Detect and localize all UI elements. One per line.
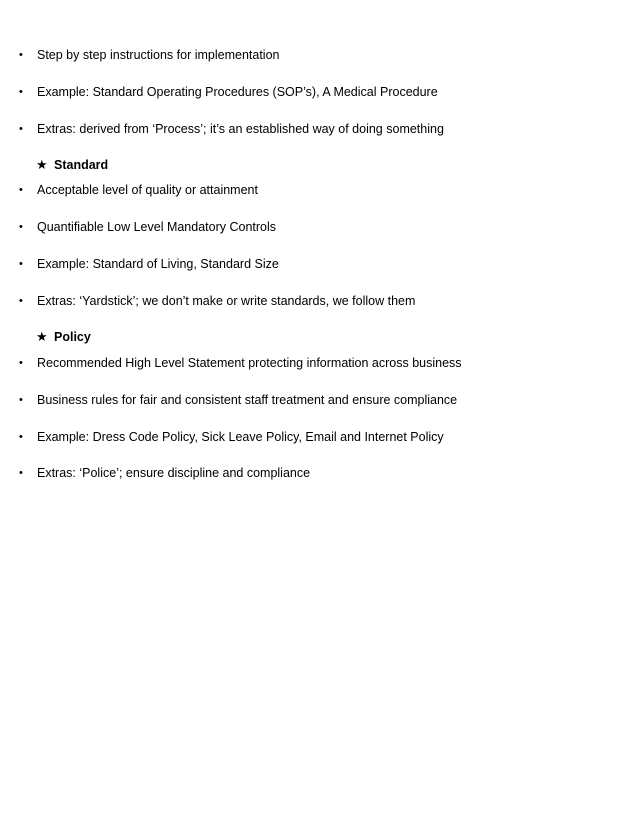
list-item-text: Recommended High Level Statement protecting information across business [37, 356, 462, 370]
bullet-dot-icon: • [19, 394, 23, 406]
bullet-dot-icon: • [19, 258, 23, 270]
list-item [0, 45, 638, 65]
bullet-dot-icon: • [19, 86, 23, 98]
section-heading-text: Policy [54, 330, 91, 344]
list-item-text: Example: Dress Code Policy, Sick Leave Policy, Email and Internet Policy [37, 430, 444, 444]
bullet-dot-icon: • [19, 123, 23, 135]
bullet-dot-icon: • [19, 357, 23, 369]
list-item-text: Extras: ‘Police’; ensure discipline and compliance [37, 466, 311, 480]
list-item [0, 390, 638, 410]
list-item [0, 82, 638, 102]
list-item [0, 217, 638, 237]
bullet-dot-icon: • [19, 221, 23, 233]
section-heading-text: Standard [54, 158, 109, 172]
section-heading-standard [0, 155, 638, 175]
list-item-text: Example: Standard Operating Procedures (SOP’s), A Medical Procedure [37, 85, 438, 99]
bullet-dot-icon: • [19, 184, 23, 196]
list-item [0, 119, 638, 139]
list-item-text: Acceptable level of quality or attainment [37, 183, 258, 197]
bullet-dot-icon: • [19, 295, 23, 307]
bullet-dot-icon: • [19, 467, 23, 479]
star-icon: ★ [36, 157, 48, 172]
bullet-dot-icon: • [19, 431, 23, 443]
star-icon: ★ [36, 329, 48, 344]
list-item-text: Business rules for fair and consistent staff treatment and ensure compliance [37, 393, 458, 407]
list-item [0, 291, 638, 311]
list-item-text: Example: Standard of Living, Standard Size [37, 257, 279, 271]
list-item [0, 353, 638, 373]
list-item [0, 427, 638, 447]
list-item-text: Quantifiable Low Level Mandatory Controls [37, 220, 277, 234]
list-item-text: Extras: ‘Yardstick’; we don’t make or write standards, we follow them [37, 294, 416, 308]
list-item [0, 463, 638, 483]
list-item [0, 254, 638, 274]
list-item-text: Step by step instructions for implementation [37, 48, 280, 62]
bullet-dot-icon: • [19, 49, 23, 61]
section-heading-policy [0, 327, 638, 347]
list-item-text: Extras: derived from ‘Process’; it’s an established way of doing something [37, 122, 444, 136]
list-item [0, 180, 638, 200]
